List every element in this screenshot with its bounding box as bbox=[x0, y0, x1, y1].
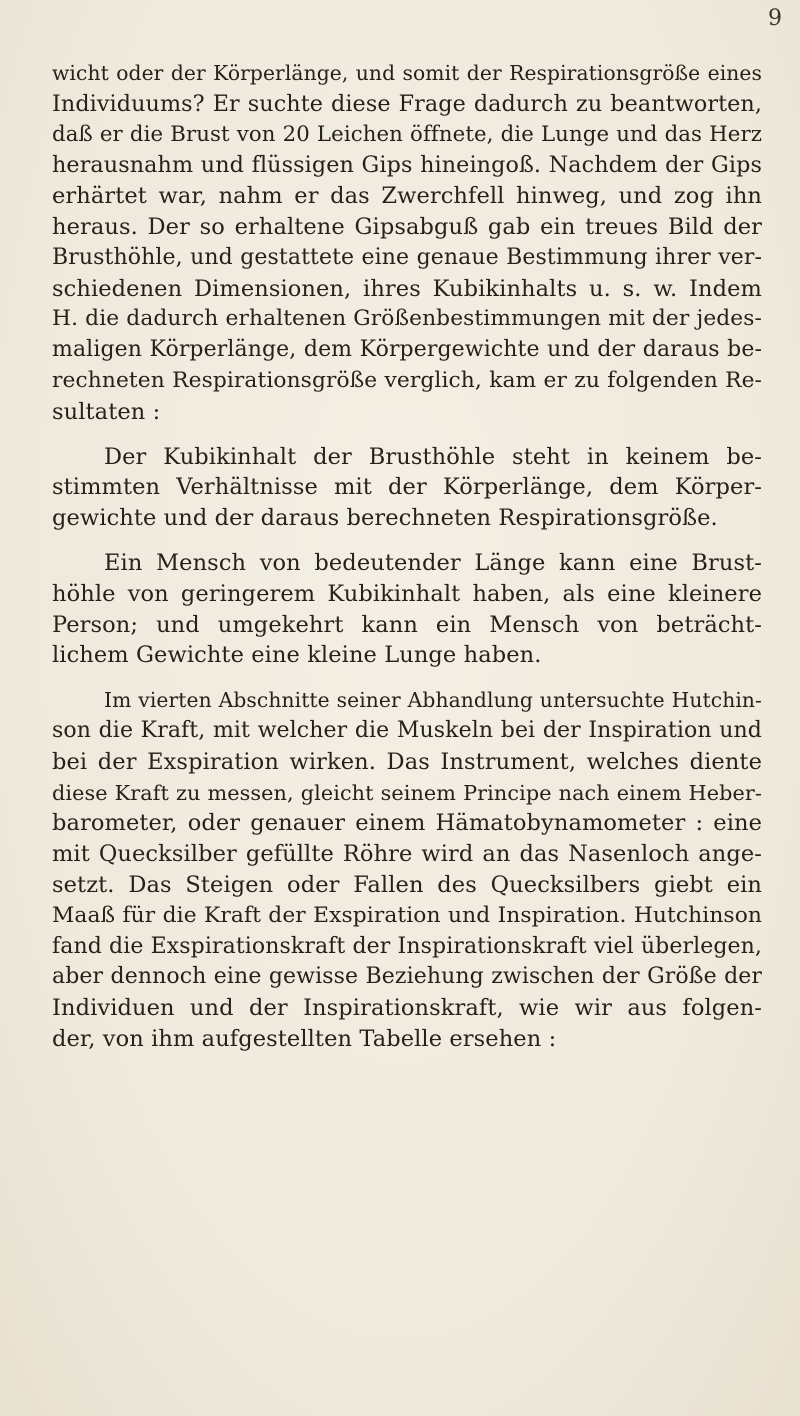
text-line: aber dennoch eine gewisse Beziehung zwischen der Größe der bbox=[52, 964, 762, 990]
text-line: rechneten Respirationsgröße verglich, kam er zu folgenden Re- bbox=[52, 367, 762, 393]
paragraph-spacer bbox=[52, 534, 762, 548]
text-line: wicht oder der Körperlänge, und somit der Respirationsgröße eines bbox=[52, 61, 762, 85]
paragraph-spacer bbox=[52, 428, 762, 442]
text-line: H. die dadurch erhaltenen Größenbestimmungen mit der jedes- bbox=[52, 306, 762, 332]
text-line: gewichte und der daraus berechneten Respirationsgröße. bbox=[52, 505, 718, 532]
paragraph-4 bbox=[52, 685, 762, 1055]
text-line: setzt. Das Steigen oder Fallen des Quecksilbers giebt ein bbox=[52, 871, 762, 898]
text-line: Person; und umgekehrt kann ein Mensch von beträcht- bbox=[52, 611, 762, 638]
text-line: Individuen und der Inspirationskraft, wie wir aus folgen- bbox=[52, 995, 762, 1022]
text-line: diese Kraft zu messen, gleicht seinem Principe nach einem Heber- bbox=[52, 780, 762, 805]
body-text bbox=[52, 58, 762, 1055]
paragraph-1 bbox=[52, 58, 762, 428]
text-line: heraus. Der so erhaltene Gipsabguß gab ein treues Bild der bbox=[52, 213, 762, 240]
text-line: Im vierten Abschnitte seiner Abhandlung untersuchte Hutchin- bbox=[104, 688, 762, 713]
text-line: Der Kubikinhalt der Brusthöhle steht in keinem be- bbox=[104, 443, 762, 470]
text-line: barometer, oder genauer einem Hämatobynamometer : eine bbox=[52, 810, 762, 837]
text-line: herausnahm und flüssigen Gips hineingoß. Nachdem der Gips bbox=[52, 152, 762, 179]
text-line: mit Quecksilber gefüllte Röhre wird an das Nasenloch ange- bbox=[52, 841, 762, 868]
paragraph-2 bbox=[52, 442, 762, 534]
paragraph-spacer bbox=[52, 671, 762, 685]
text-line: Individuums? Er suchte diese Frage dadurch zu beantworten, bbox=[52, 90, 762, 117]
text-line: maligen Körperlänge, dem Körpergewichte und der daraus be- bbox=[52, 337, 762, 363]
text-line: bei der Exspiration wirken. Das Instrument, welches diente bbox=[52, 748, 762, 775]
text-line: lichem Gewichte eine kleine Lunge haben. bbox=[52, 642, 542, 669]
text-line: sultaten : bbox=[52, 398, 161, 425]
text-line: schiedenen Dimensionen, ihres Kubikinhalts u. s. w. Indem bbox=[52, 275, 762, 302]
text-line: stimmten Verhältnisse mit der Körperlänge, dem Körper- bbox=[52, 474, 762, 501]
text-line: der, von ihm aufgestellten Tabelle ersehen : bbox=[52, 1025, 557, 1052]
paragraph-3 bbox=[52, 548, 762, 671]
text-line: erhärtet war, nahm er das Zwerchfell hinweg, und zog ihn bbox=[52, 183, 762, 210]
text-line: daß er die Brust von 20 Leichen öffnete, die Lunge und das Herz bbox=[52, 121, 762, 147]
text-line: Maaß für die Kraft der Exspiration und Inspiration. Hutchinson bbox=[52, 902, 762, 928]
text-line: fand die Exspirationskraft der Inspirationskraft viel überlegen, bbox=[52, 933, 762, 959]
page-number: 9 bbox=[768, 6, 782, 31]
text-line: höhle von geringerem Kubikinhalt haben, als eine kleinere bbox=[52, 580, 762, 607]
text-line: son die Kraft, mit welcher die Muskeln bei der Inspiration und bbox=[52, 717, 762, 743]
text-line: Brusthöhle, und gestattete eine genaue Bestimmung ihrer ver- bbox=[52, 244, 762, 270]
text-line: Ein Mensch von bedeutender Länge kann eine Brust- bbox=[104, 549, 762, 576]
